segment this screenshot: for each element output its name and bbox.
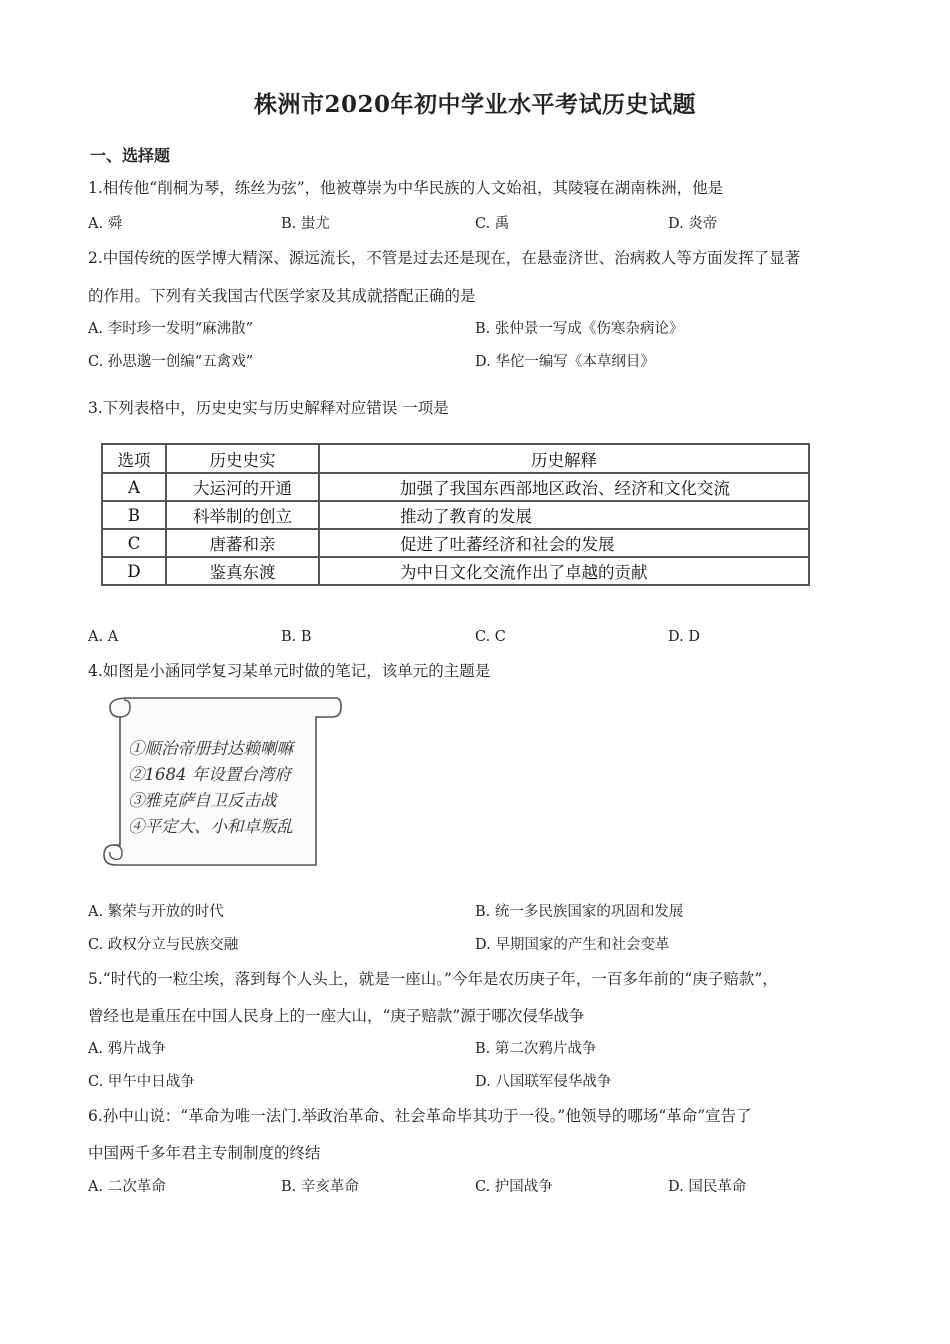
table-cell: D [102,557,166,585]
table-cell: C [102,529,166,557]
table-header-row [102,444,809,473]
table-cell: A [102,473,166,501]
page-title: 株洲市2020年初中学业水平考试历史试题 [253,91,696,118]
scroll-note-content [128,736,293,840]
note-line: ①顺治帝册封达赖喇嘛 [128,739,293,758]
q6-option-a[interactable]: A. 二次革命 [88,1179,166,1195]
q1-option-b[interactable]: B. 蚩尤 [281,216,330,232]
q3-option-a[interactable]: A. A [88,629,119,645]
question-4-text: 4.如图是小涵同学复习某单元时做的笔记，该单元的主题是 [88,662,491,680]
q2-option-c[interactable]: C. 孙思邈一创编“五禽戏” [88,354,254,370]
question-2-line-2: 的作用。下列有关我国古代医学家及其成就搭配正确的是 [88,287,476,305]
table-cell: B [102,501,166,529]
q4-option-a[interactable]: A. 繁荣与开放的时代 [88,904,224,920]
q1-option-d[interactable]: D. 炎帝 [668,216,718,232]
question-6-line-2: 中国两千多年君主专制制度的终结 [88,1144,321,1162]
note-line: ④平定大、小和卓叛乱 [128,817,293,836]
table-cell: 科举制的创立 [166,501,319,529]
section-heading: 一、选择题 [90,146,171,165]
question-6-line-1: 6.孙中山说：“革命为唯一法门.举政治革命、社会革命毕其功于一役。”他领导的哪场“革命”宣告了 [88,1107,752,1125]
note-line: ③雅克萨自卫反击战 [128,791,277,810]
q1-option-a[interactable]: A. 舜 [88,216,123,232]
table-cell: 鉴真东渡 [166,557,319,585]
table-cell: 促进了吐蕃经济和社会的发展 [319,529,809,557]
table-row [102,529,809,557]
question-5-line-1: 5.“时代的一粒尘埃，落到每个人头上，就是一座山。”今年是农历庚子年，一百多年前的“庚子赔款”， [88,970,778,988]
table-row [102,557,809,585]
q2-option-b[interactable]: B. 张仲景一写成《伤寒杂病论》 [475,321,684,337]
q2-option-a[interactable]: A. 李时珍一发明“麻沸散” [88,321,254,337]
q6-option-d[interactable]: D. 国民革命 [668,1179,747,1195]
table-header-cell: 历史史实 [166,444,319,473]
q5-option-d[interactable]: D. 八国联军侵华战争 [475,1074,612,1090]
table-cell: 推动了教育的发展 [319,501,809,529]
table-row [102,501,809,529]
q4-option-c[interactable]: C. 政权分立与民族交融 [88,937,239,953]
q4-option-d[interactable]: D. 早期国家的产生和社会变革 [475,937,670,953]
q3-option-b[interactable]: B. B [281,629,312,645]
question-5-line-2: 曾经也是重压在中国人民身上的一座大山，“庚子赔款”源于哪次侵华战争 [88,1007,585,1025]
table-row [102,473,809,501]
q6-option-c[interactable]: C. 护国战争 [475,1179,553,1195]
note-line: ②1684 年设置台湾府 [128,765,291,784]
question-3-text: 3.下列表格中，历史史实与历史解释对应错误 一项是 [88,399,449,417]
q3-option-d[interactable]: D. D [668,629,700,645]
table-cell: 为中日文化交流作出了卓越的贡献 [319,557,809,585]
q2-option-d[interactable]: D. 华佗一编写《本草纲目》 [475,354,655,370]
q1-option-c[interactable]: C. 禹 [475,216,510,232]
table-cell: 唐蕃和亲 [166,529,319,557]
table-header-cell: 选项 [102,444,166,473]
q5-option-c[interactable]: C. 甲午中日战争 [88,1074,195,1090]
q3-option-c[interactable]: C. C [475,629,506,645]
history-table [101,443,810,586]
question-2-line-1: 2.中国传统的医学博大精深、源远流长，不管是过去还是现在，在悬壶济世、治病救人等方面发挥了显著 [88,249,801,267]
table-cell: 加强了我国东西部地区政治、经济和文化交流 [319,473,809,501]
table-cell: 大运河的开通 [166,473,319,501]
q6-option-b[interactable]: B. 辛亥革命 [281,1179,359,1195]
q5-option-b[interactable]: B. 第二次鸦片战争 [475,1041,597,1057]
q4-option-b[interactable]: B. 统一多民族国家的巩固和发展 [475,904,684,920]
question-1-text: 1.相传他“削桐为琴，练丝为弦”，他被尊崇为中华民族的人文始祖，其陵寝在湖南株洲，他是 [88,179,724,197]
table-header-cell: 历史解释 [319,444,809,473]
q5-option-a[interactable]: A. 鸦片战争 [88,1041,166,1057]
